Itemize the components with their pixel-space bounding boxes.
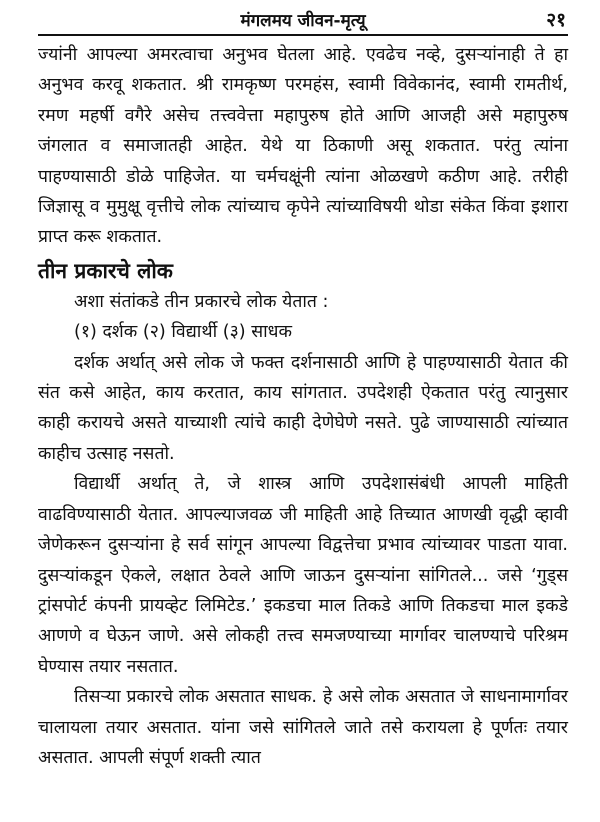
paragraph-1: ज्यांनी आपल्या अमरत्वाचा अनुभव घेतला आहे. एवढेच नव्हे, दुसऱ्यांनाही ते हा अनुभव करवू शकतात. श्री रामकृष्ण परमहंस, स्वामी विवेकानंद, स्वामी रामतीर्थ, रमण महर्षी वगैरे असेच तत्त्ववेत्ता महापुरुष होते आणि आजही असे महापुरुष जंगलात व समाजातही आहेत. येथे या ठिकाणी असू शकतात. परंतु त्यांना पाहण्यासाठी डोळे पाहिजेत. या चर्मचक्षूंनी त्यांना ओळखणे कठीण आहे. तरीही जिज्ञासू व मुमुक्षू वृत्तीचे लोक त्यांच्याच कृपेने त्यांच्याविषयी थोडा संकेत किंवा इशारा प्राप्त करू शकतात. [38,45,568,248]
body-text [38,40,568,773]
paragraph-4: तिसऱ्या प्रकारचे लोक असतात साधक. हे असे लोक असतात जे साधनामार्गावर चालायला तयार असतात. यांना जसे सांगितले जाते तसे करायला हे पूर्णतः तयार असतात. आपली संपूर्ण शक्ती त्यात [38,687,568,768]
paragraph-2: दर्शक अर्थात् असे लोक जे फक्त दर्शनासाठी आणि हे पाहण्यासाठी येतात की संत कसे आहेत, काय करतात, काय सांगतात. उपदेशही ऐकतात परंतु त्यानुसार काही करायचे असते याच्याशी त्यांचे काही देणेघेणे नसते. पुढे जाण्यासाठी त्यांच्यात काहीच उत्साह नसतो. [38,352,568,464]
running-title: मंगलमय जीवन-मृत्यू [240,11,366,31]
running-header [38,4,568,36]
page-number: २१ [546,9,566,31]
intro-line: अशा संतांकडे तीन प्रकारचे लोक येतात : [74,291,329,312]
types-line: (१) दर्शक (२) विद्यार्थी (३) साधक [74,322,292,343]
paragraph-3: विद्यार्थी अर्थात् ते, जे शास्त्र आणि उपदेशासंबंधी आपली माहिती वाढविण्यासाठी येतात. आपल्याजवळ जी माहिती आहे तिच्यात आणखी वृद्धी व्हावी जेणेकरून दुसऱ्यांना हे सर्व सांगून आपल्या विद्वत्तेचा प्रभाव त्यांच्यावर पाडता यावा. दुसऱ्यांकडून ऐकले, लक्षात ठेवले आणि जाऊन दुसऱ्यांना सांगितले... जसे ‘गुड्स ट्रांसपोर्ट कंपनी प्रायव्हेट लिमिटेड.’ इकडचा माल तिकडे आणि तिकडचा माल इकडे आणणे व घेऊन जाणे. असे लोकही तत्त्व समजण्याच्या मार्गावर चालण्याचे परिश्रम घेण्यास तयार नसतात. [38,474,568,677]
section-heading: तीन प्रकारचे लोक [38,258,173,283]
